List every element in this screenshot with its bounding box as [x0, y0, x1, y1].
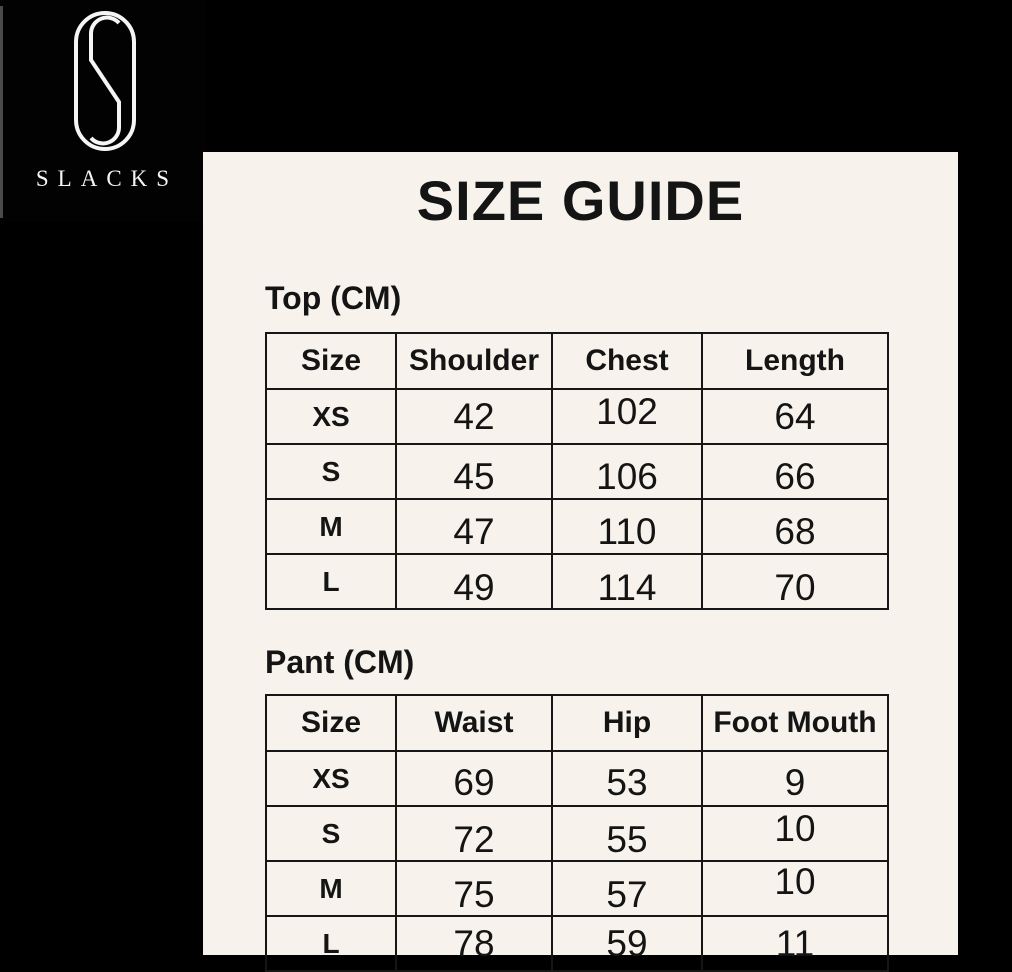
column-header: Foot Mouth	[702, 695, 888, 751]
table-row	[266, 444, 888, 499]
table-header-row	[266, 695, 888, 751]
column-header: Length	[702, 333, 888, 389]
table-cell: 47	[396, 499, 552, 554]
table-header-row	[266, 333, 888, 389]
table-cell: 55	[552, 806, 702, 861]
table-cell: 53	[552, 751, 702, 806]
table-cell: L	[266, 554, 396, 609]
table-cell: 114	[552, 554, 702, 609]
table-row	[266, 861, 888, 916]
table-cell: 102	[552, 389, 702, 444]
table-row	[266, 751, 888, 806]
table-cell: 78	[396, 916, 552, 971]
column-header: Size	[266, 695, 396, 751]
table-row	[266, 554, 888, 609]
table-cell: 66	[702, 444, 888, 499]
table-cell: 70	[702, 554, 888, 609]
table-cell: 69	[396, 751, 552, 806]
brand-logo-block	[0, 0, 205, 222]
column-header: Chest	[552, 333, 702, 389]
size-guide-card	[203, 152, 958, 964]
column-header: Waist	[396, 695, 552, 751]
table-cell: 110	[552, 499, 702, 554]
table-cell: 106	[552, 444, 702, 499]
table-row	[266, 389, 888, 444]
page-title: SIZE GUIDE	[416, 169, 745, 232]
section-title-top: Top (CM)	[265, 280, 402, 316]
table-cell: 45	[396, 444, 552, 499]
brand-wordmark: SLACKS	[35, 166, 179, 191]
table-cell: S	[266, 806, 396, 861]
table-cell: 57	[552, 861, 702, 916]
table-cell: 75	[396, 861, 552, 916]
table-cell: 72	[396, 806, 552, 861]
table-cell: 59	[552, 916, 702, 971]
table-cell: 64	[702, 389, 888, 444]
table-cell: 10	[702, 861, 888, 916]
table-cell: 49	[396, 554, 552, 609]
table-cell: XS	[266, 751, 396, 806]
top-size-table	[265, 332, 889, 610]
pant-size-table	[265, 694, 889, 972]
column-header: Shoulder	[396, 333, 552, 389]
table-cell: M	[266, 861, 396, 916]
table-cell: 68	[702, 499, 888, 554]
column-header: Hip	[552, 695, 702, 751]
table-row	[266, 916, 888, 971]
s-monogram-capsule-icon	[72, 10, 138, 152]
table-cell: 9	[702, 751, 888, 806]
column-header: Size	[266, 333, 396, 389]
table-cell: XS	[266, 389, 396, 444]
table-cell: M	[266, 499, 396, 554]
section-title-pant: Pant (CM)	[265, 644, 415, 680]
table-cell: S	[266, 444, 396, 499]
table-row	[266, 499, 888, 554]
table-cell: L	[266, 916, 396, 971]
table-cell: 42	[396, 389, 552, 444]
table-row	[266, 806, 888, 861]
table-cell: 10	[702, 806, 888, 861]
table-cell: 11	[702, 916, 888, 971]
